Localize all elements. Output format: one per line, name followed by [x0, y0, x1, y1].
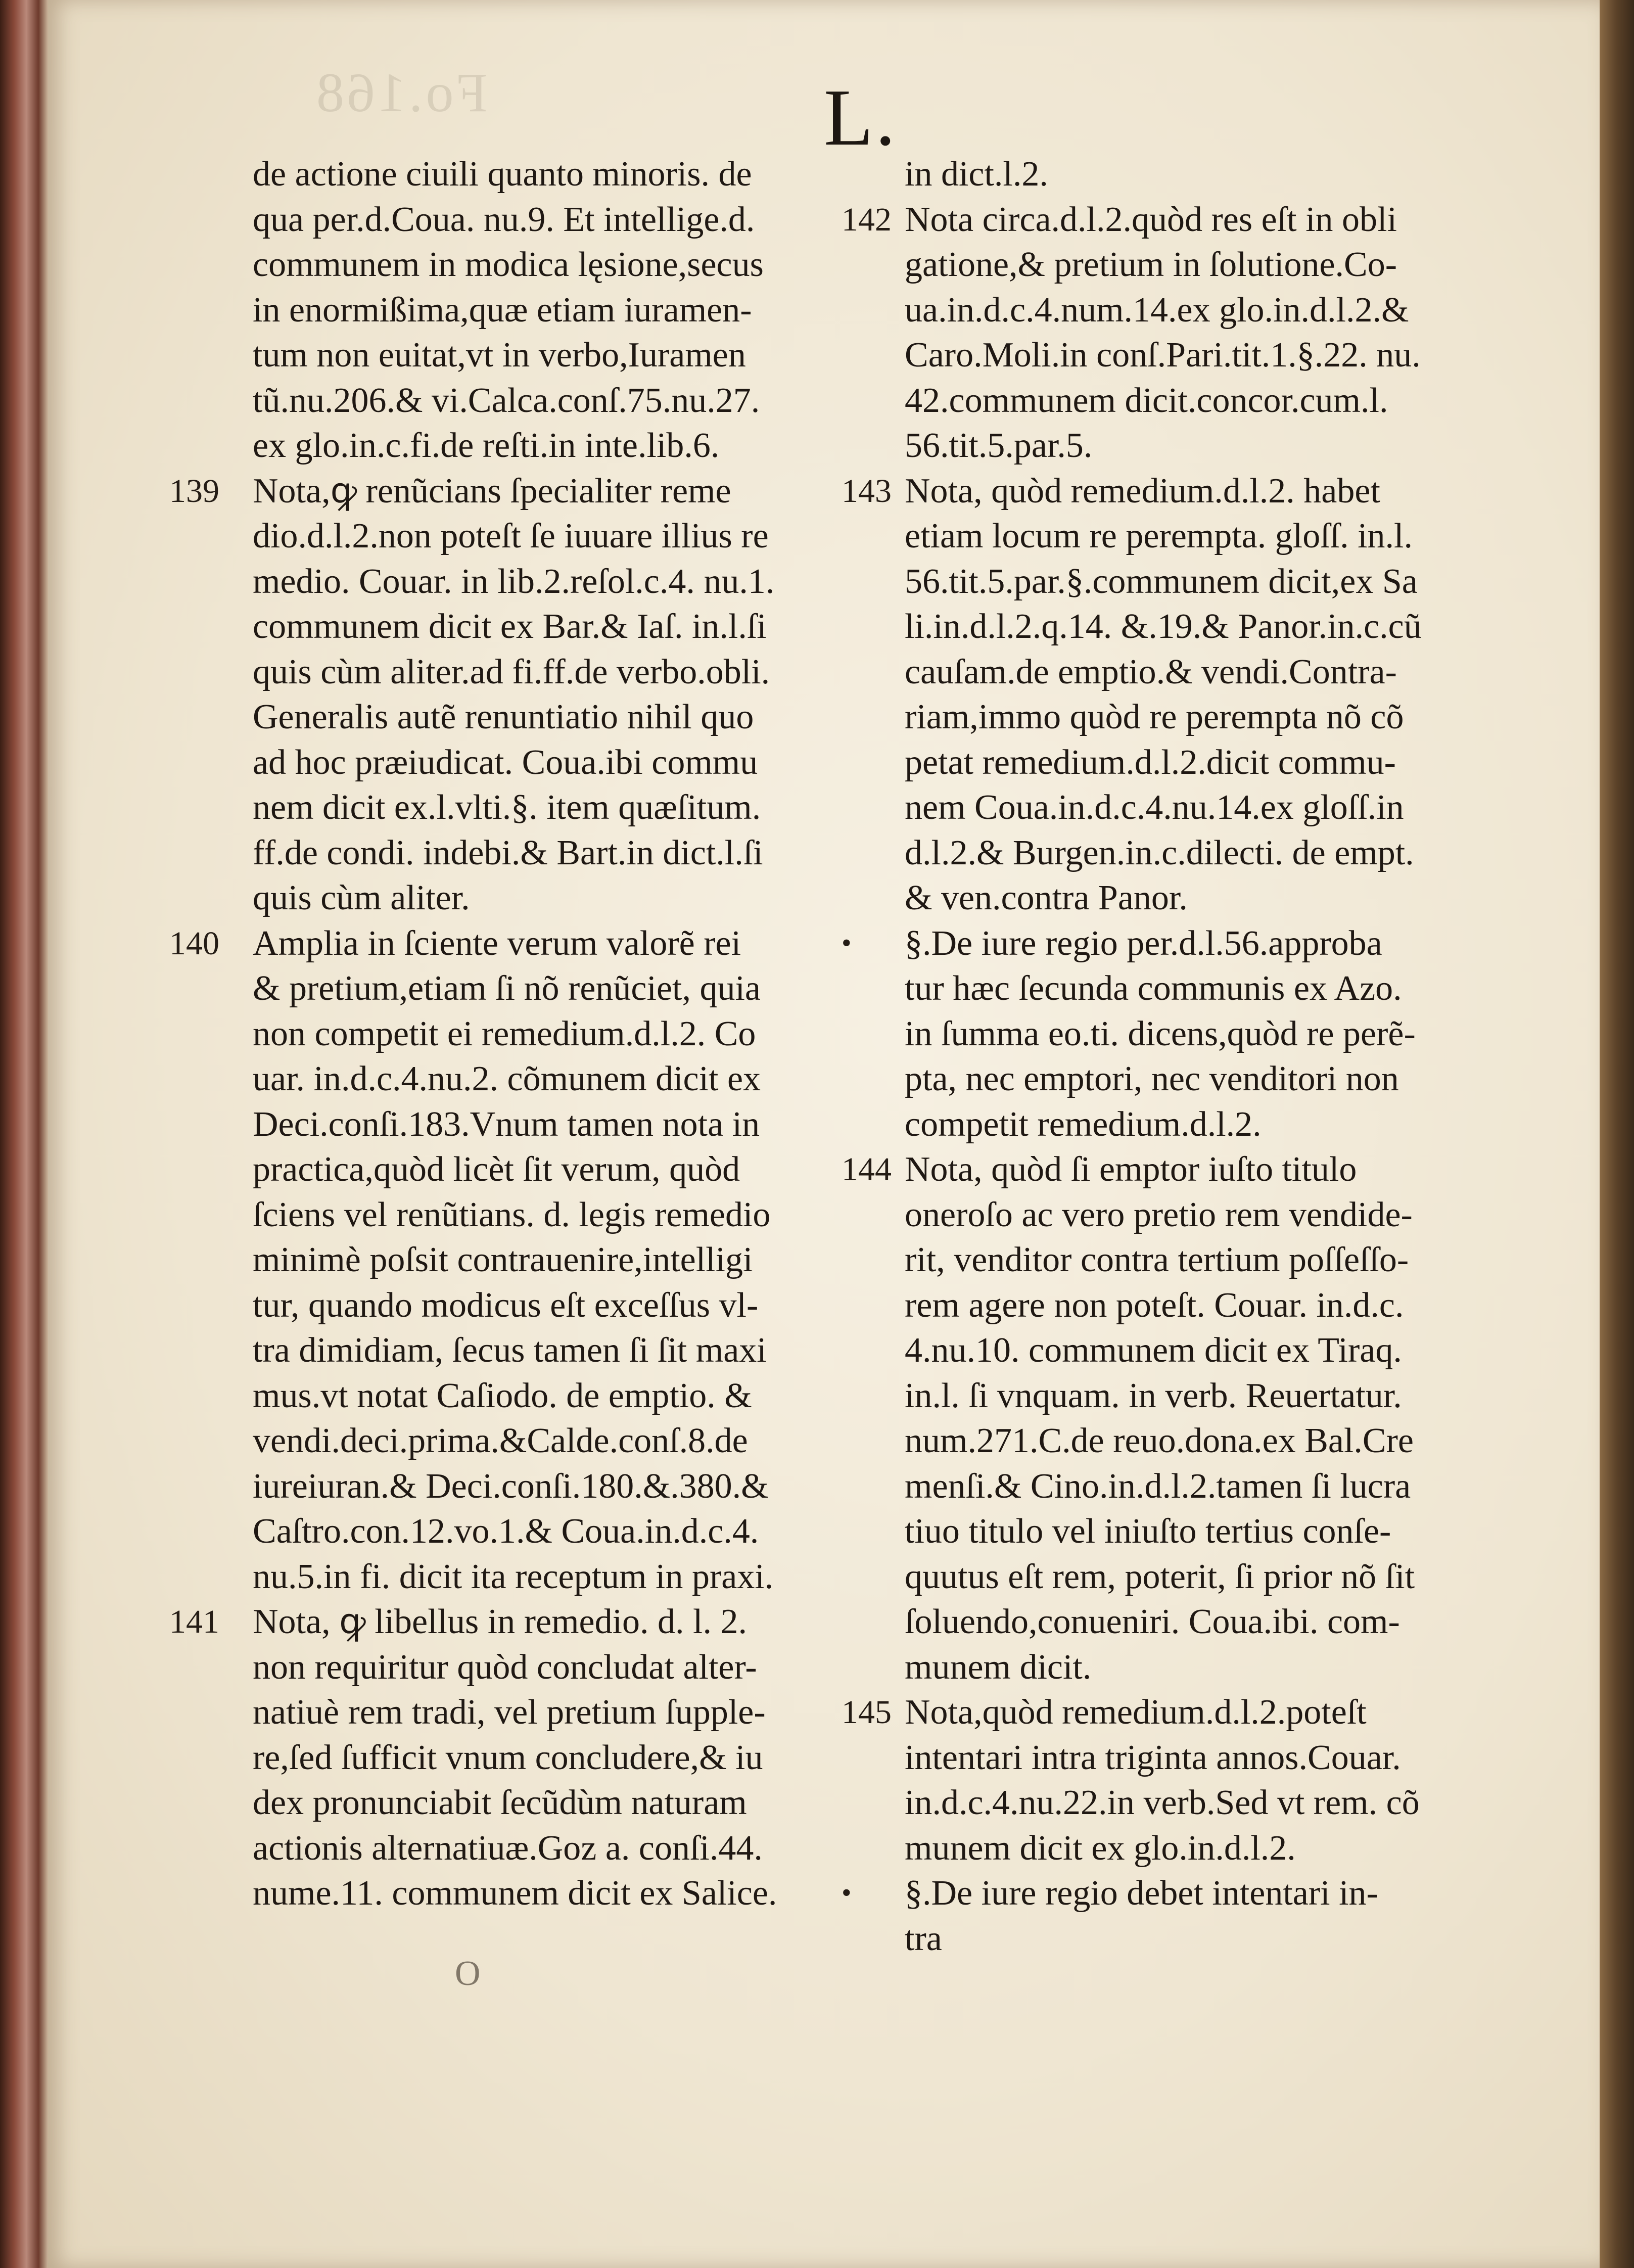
- line-text: dex pronunciabit ſecũdùm naturam: [253, 1783, 747, 1822]
- left-column-line: [253, 604, 884, 650]
- right-column-line: [842, 1147, 1471, 1192]
- right-column-line: [905, 1826, 1471, 1871]
- line-text: pta, nec emptori, nec venditori non: [905, 1059, 1399, 1098]
- line-text: 4.nu.10. communem dicit ex Tiraq.: [905, 1331, 1402, 1370]
- line-text: petat remedium.d.l.2.dicit commu-: [905, 743, 1396, 782]
- line-text: munem dicit.: [905, 1647, 1092, 1687]
- line-text: gatione,& pretium in ſolutione.Co-: [905, 245, 1397, 284]
- line-text: Caro.Moli.in conſ.Pari.tit.1.§.22. nu.: [905, 336, 1421, 375]
- left-column-line: [253, 378, 884, 424]
- right-column-line: [905, 604, 1471, 650]
- line-text: medio. Couar. in lib.2.reſol.c.4. nu.1.: [253, 562, 775, 601]
- line-text: minimè poſsit contrauenire,intelligi: [253, 1240, 753, 1279]
- left-column-line: [253, 1102, 884, 1147]
- line-text: & pretium,etiam ſi nõ renũciet, quia: [253, 969, 761, 1008]
- left-column-line: [253, 1192, 884, 1238]
- line-text: §.De iure regio debet intentari in-: [905, 1874, 1378, 1913]
- left-column-line: [253, 650, 884, 695]
- left-text-column: [169, 152, 884, 1916]
- right-column-line: [842, 1690, 1471, 1735]
- left-column-line: [253, 1826, 884, 1871]
- right-column-line: [905, 1192, 1471, 1238]
- left-column-line: [253, 514, 884, 559]
- left-column-line: [253, 1735, 884, 1781]
- line-text: non requiritur quòd concludat alter-: [253, 1647, 757, 1687]
- line-text: intentari intra triginta annos.Couar.: [905, 1738, 1401, 1777]
- right-column-line: [905, 1599, 1471, 1645]
- line-text: ſoluendo,conueniri. Coua.ibi. com-: [905, 1602, 1400, 1641]
- right-column-line: [905, 242, 1471, 288]
- line-text: Nota, ꝙ libellus in remedio. d. l. 2.: [253, 1602, 747, 1641]
- line-text: li.in.d.l.2.q.14. &.19.& Panor.in.c.cũ: [905, 607, 1422, 646]
- right-column-line: [905, 1780, 1471, 1826]
- line-text: natiuè rem tradi, vel pretium ſupple-: [253, 1693, 766, 1732]
- line-text: quutus eſt rem, poterit, ſi prior nõ ſit: [905, 1557, 1415, 1596]
- line-text: ex glo.in.c.fi.de reſti.in inte.lib.6.: [253, 426, 720, 465]
- left-column-line: [253, 1554, 884, 1600]
- right-column-line: [842, 197, 1471, 243]
- line-text: ad hoc præiudicat. Coua.ibi commu: [253, 743, 758, 782]
- right-column-line: [905, 333, 1471, 378]
- right-column-line: [842, 1871, 1471, 1916]
- line-text: Nota circa.d.l.2.quòd res eſt in obli: [905, 200, 1397, 239]
- line-text: mus.vt notat Caſiodo. de emptio. &: [253, 1376, 752, 1415]
- right-column-line: [905, 1056, 1471, 1102]
- line-text: ſciens vel renũtians. d. legis remedio: [253, 1195, 771, 1234]
- right-column-line: [905, 1735, 1471, 1781]
- line-text: competit remedium.d.l.2.: [905, 1104, 1262, 1144]
- line-text: §.De iure regio per.d.l.56.approba: [905, 923, 1382, 963]
- line-text: dio.d.l.2.non poteſt ſe iuuare illius re: [253, 517, 769, 556]
- bleed-through-text: Fo.168: [313, 62, 488, 123]
- right-column-line: [905, 875, 1471, 921]
- right-column-line: [905, 1328, 1471, 1373]
- right-column-line: [905, 830, 1471, 876]
- right-column-line: [905, 288, 1471, 333]
- line-text: 42.communem dicit.concor.cum.l.: [905, 381, 1388, 420]
- right-column-line: [905, 1102, 1471, 1147]
- paragraph-number: 143: [842, 472, 892, 510]
- right-column-line: [905, 1464, 1471, 1509]
- right-column-line: [905, 378, 1471, 424]
- left-column-line: [253, 288, 884, 333]
- paragraph-number: 140: [169, 924, 219, 962]
- paragraph-number: 142: [842, 201, 892, 238]
- line-text: num.271.C.de reuo.dona.ex Bal.Cre: [905, 1421, 1414, 1460]
- left-column-line: [253, 1328, 884, 1373]
- left-column-line: [253, 1509, 884, 1554]
- line-text: communem dicit ex Bar.& Iaſ. in.l.ſi: [253, 607, 767, 646]
- line-text: communem in modica lęsione,secus: [253, 245, 764, 284]
- line-text: in.l. ſi vnquam. in verb. Reuertatur.: [905, 1376, 1402, 1415]
- left-column-line: [253, 1147, 884, 1192]
- left-column-line: [253, 152, 884, 197]
- left-column-line: [253, 559, 884, 605]
- right-column-line: [905, 559, 1471, 605]
- line-text: actionis alternatiuæ.Goz a. conſi.44.: [253, 1828, 763, 1868]
- line-text: cauſam.de emptio.& vendi.Contra-: [905, 652, 1397, 691]
- line-text: d.l.2.& Burgen.in.c.dilecti. de empt.: [905, 833, 1414, 872]
- line-text: Amplia in ſciente verum valorẽ rei: [253, 923, 741, 963]
- line-text: munem dicit ex glo.in.d.l.2.: [905, 1828, 1296, 1868]
- right-column-line: [905, 1916, 1471, 1962]
- line-text: in.d.c.4.nu.22.in verb.Sed vt rem. cõ: [905, 1783, 1420, 1822]
- left-column-line: [253, 1780, 884, 1826]
- left-column-line: [253, 1283, 884, 1328]
- right-column-line: [905, 650, 1471, 695]
- left-column-line: [253, 333, 884, 378]
- line-text: nem Coua.in.d.c.4.nu.14.ex gloſſ.in: [905, 788, 1404, 827]
- line-text: iureiuran.& Deci.conſi.180.&.380.&: [253, 1466, 769, 1506]
- line-text: 56.tit.5.par.§.communem dicit,ex Sa: [905, 562, 1418, 601]
- line-text: quis cùm aliter.: [253, 878, 470, 917]
- left-column-line: [253, 785, 884, 830]
- line-text: tũ.nu.206.& vi.Calca.conſ.75.nu.27.: [253, 381, 760, 420]
- right-column-line: [905, 1554, 1471, 1600]
- left-column-line: [169, 469, 884, 514]
- page-edges: [1600, 0, 1634, 2268]
- left-column-line: [253, 1373, 884, 1419]
- line-text: Nota,ꝙ renũcians ſpecialiter reme: [253, 471, 731, 511]
- line-text: quis cùm aliter.ad fi.ff.de verbo.obli.: [253, 652, 770, 691]
- line-text: de actione ciuili quanto minoris. de: [253, 155, 752, 194]
- right-column-line: [905, 966, 1471, 1011]
- line-text: menſi.& Cino.in.d.l.2.tamen ſi lucra: [905, 1466, 1411, 1506]
- left-column-line: [169, 921, 884, 966]
- paragraph-number: 145: [842, 1694, 892, 1731]
- line-text: Nota,quòd remedium.d.l.2.poteſt: [905, 1693, 1367, 1732]
- line-text: tur, quando modicus eſt exceſſus vl-: [253, 1285, 759, 1325]
- paragraph-bullet: •: [842, 927, 852, 959]
- right-column-line: [905, 1373, 1471, 1419]
- line-text: tra: [905, 1919, 942, 1958]
- line-text: nu.5.in fi. dicit ita receptum in praxi.: [253, 1557, 774, 1596]
- left-column-line: [253, 966, 884, 1011]
- paragraph-bullet: •: [842, 1877, 852, 1909]
- left-column-line: [253, 740, 884, 785]
- line-text: Nota, quòd remedium.d.l.2. habet: [905, 471, 1380, 511]
- left-column-line: [253, 1645, 884, 1690]
- right-column-line: [905, 1509, 1471, 1554]
- line-text: qua per.d.Coua. nu.9. Et intellige.d.: [253, 200, 755, 239]
- right-text-column: [842, 152, 1471, 1961]
- right-column-line: [905, 1418, 1471, 1464]
- line-text: tra dimidiam, ſecus tamen ſi ſit maxi: [253, 1331, 767, 1370]
- left-column-line: [253, 1056, 884, 1102]
- line-text: Nota, quòd ſi emptor iuſto titulo: [905, 1150, 1357, 1189]
- line-text: nume.11. communem dicit ex Salice.: [253, 1874, 777, 1913]
- line-text: in enormißima,quæ etiam iuramen-: [253, 290, 752, 330]
- right-column-line: [842, 921, 1471, 966]
- right-column-line: [905, 152, 1471, 197]
- line-text: non competit ei remedium.d.l.2. Co: [253, 1014, 756, 1053]
- left-column-line: [169, 1599, 884, 1645]
- book-spine: [0, 0, 48, 2268]
- left-column-line: [253, 242, 884, 288]
- right-column-line: [905, 1283, 1471, 1328]
- folio-number: L.: [824, 72, 898, 162]
- line-text: 56.tit.5.par.5.: [905, 426, 1093, 465]
- line-text: oneroſo ac vero pretio rem vendide-: [905, 1195, 1413, 1234]
- line-text: Generalis autẽ renuntiatio nihil quo: [253, 698, 754, 736]
- left-column-line: [253, 830, 884, 876]
- line-text: ua.in.d.c.4.num.14.ex glo.in.d.l.2.&: [905, 290, 1409, 330]
- line-text: nem dicit ex.l.vlti.§. item quæſitum.: [253, 788, 761, 827]
- right-column-line: [905, 423, 1471, 469]
- left-column-line: [253, 1871, 884, 1916]
- right-column-line: [905, 514, 1471, 559]
- line-text: ff.de condi. indebi.& Bart.in dict.l.ſi: [253, 833, 763, 872]
- left-column-line: [253, 1011, 884, 1057]
- left-column-line: [253, 1237, 884, 1283]
- stray-mark: O: [455, 1954, 481, 1993]
- line-text: tiuo titulo vel iniuſto tertius conſe-: [905, 1512, 1391, 1551]
- line-text: rem agere non poteſt. Couar. in.d.c.: [905, 1285, 1404, 1325]
- line-text: practica,quòd licèt ſit verum, quòd: [253, 1150, 740, 1189]
- right-column-line: [905, 1237, 1471, 1283]
- line-text: & ven.contra Panor.: [905, 878, 1188, 917]
- right-column-line: [905, 1645, 1471, 1690]
- line-text: riam,immo quòd re perempta nõ cõ: [905, 698, 1404, 736]
- left-column-line: [253, 1464, 884, 1509]
- paragraph-number: 141: [169, 1603, 219, 1640]
- left-column-line: [253, 197, 884, 243]
- line-text: re,ſed ſufficit vnum concludere,& iu: [253, 1738, 763, 1777]
- line-text: Caſtro.con.12.vo.1.& Coua.in.d.c.4.: [253, 1512, 759, 1551]
- line-text: vendi.deci.prima.&Calde.conſ.8.de: [253, 1421, 748, 1460]
- line-text: in dict.l.2.: [905, 155, 1048, 194]
- line-text: etiam locum re perempta. gloſſ. in.l.: [905, 517, 1413, 556]
- right-column-line: [905, 1011, 1471, 1057]
- line-text: rit, venditor contra tertium poſſeſſo-: [905, 1240, 1409, 1279]
- left-column-line: [253, 423, 884, 469]
- left-column-line: [253, 1418, 884, 1464]
- paragraph-number: 144: [842, 1151, 892, 1188]
- line-text: in ſumma eo.ti. dicens,quòd re perẽ-: [905, 1014, 1416, 1053]
- right-column-line: [905, 740, 1471, 785]
- line-text: tur hæc ſecunda communis ex Azo.: [905, 969, 1402, 1008]
- right-column-line: [905, 695, 1471, 740]
- right-column-line: [842, 469, 1471, 514]
- paragraph-number: 139: [169, 472, 219, 510]
- line-text: Deci.conſi.183.Vnum tamen nota in: [253, 1104, 760, 1144]
- line-text: uar. in.d.c.4.nu.2. cõmunem dicit ex: [253, 1059, 761, 1098]
- line-text: tum non euitat,vt in verbo,Iuramen: [253, 336, 746, 375]
- left-column-line: [253, 1690, 884, 1735]
- left-column-line: [253, 875, 884, 921]
- right-column-line: [905, 785, 1471, 830]
- left-column-line: [253, 695, 884, 740]
